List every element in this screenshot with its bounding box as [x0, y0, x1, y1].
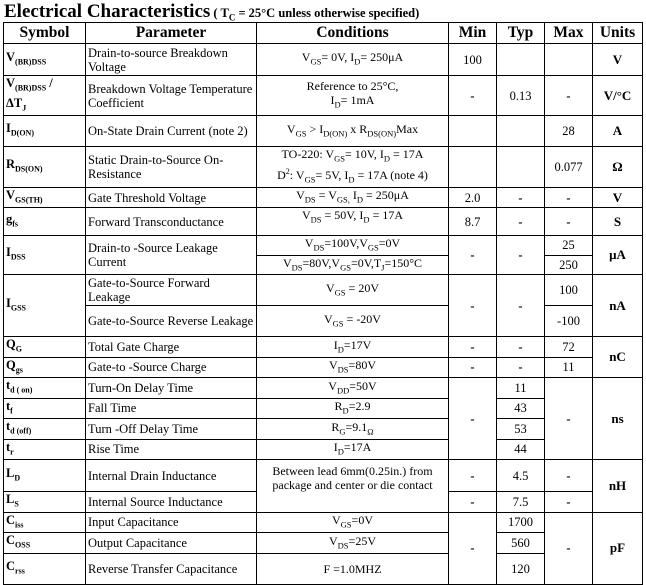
symbol-cell: $C_{rss}$	[4, 553, 86, 584]
symbol-cell: $V_{(BR)DSS}$ / $\Delta T_J$	[4, 76, 86, 116]
max-cell: -	[545, 492, 593, 513]
symbol-cell: $C_{iss}$	[4, 512, 86, 533]
typ-cell: 0.13	[497, 76, 545, 116]
typ-cell: -	[497, 275, 545, 337]
unit-cell: μA	[593, 236, 643, 275]
condition-cell: $I_D=17V$	[257, 337, 449, 358]
condition-cell: $R_G=9.1_\Omega$	[257, 419, 449, 440]
title-condition: = 25°C unless otherwise specified)	[235, 6, 420, 20]
typ-cell: 44	[497, 439, 545, 460]
parameter-cell: Drain-to -Source Leakage Current	[86, 236, 257, 275]
table-row	[4, 357, 643, 378]
table-row	[4, 187, 643, 208]
header-max: Max	[545, 23, 593, 44]
min-cell: -	[449, 460, 497, 492]
parameter-cell: Reverse Transfer Capacitance	[86, 553, 257, 584]
parameter-cell: Turn -Off Delay Time	[86, 419, 257, 440]
parameter-cell: Output Capacitance	[86, 533, 257, 554]
title-main: Electrical Characteristics	[4, 1, 211, 22]
typ-cell: -	[497, 208, 545, 236]
parameter-cell: On-State Drain Current (note 2)	[86, 116, 257, 147]
symbol-cell: $V_{GS(TH)}$	[4, 187, 86, 208]
symbol-cell: $L_S$	[4, 492, 86, 513]
unit-cell: A	[593, 116, 643, 147]
max-cell: 72	[545, 337, 593, 358]
min-cell: 8.7	[449, 208, 497, 236]
min-cell: -	[449, 357, 497, 378]
symbol-cell: $t_{d ( on)}$	[4, 378, 86, 399]
min-cell: -	[449, 378, 497, 460]
symbol-cell: $L_D$	[4, 460, 86, 492]
unit-cell: ns	[593, 378, 643, 460]
max-cell: 250	[545, 255, 593, 274]
table-row	[4, 460, 643, 492]
parameter-cell: Fall Time	[86, 398, 257, 419]
parameter-cell: Internal Drain Inductance	[86, 460, 257, 492]
min-cell: -	[449, 275, 497, 337]
max-cell: 28	[545, 116, 593, 147]
typ-cell: 120	[497, 553, 545, 584]
typ-cell: -	[497, 337, 545, 358]
condition-cell: $I_D=17A$	[257, 439, 449, 460]
condition-cell: Reference to 25°C, $I_D= 1mA$	[257, 76, 449, 116]
condition-cell: F =1.0MHZ	[257, 553, 449, 584]
max-cell: -	[545, 378, 593, 460]
max-cell: -	[545, 460, 593, 492]
typ-cell: -	[497, 236, 545, 275]
typ-cell: 560	[497, 533, 545, 554]
table-row	[4, 512, 643, 533]
condition-cell: $R_D=2.9$	[257, 398, 449, 419]
min-cell: -	[449, 76, 497, 116]
symbol-cell: $R_{DS(ON)}$	[4, 147, 86, 188]
table-row	[4, 116, 643, 147]
condition-cell: $V_{DS}=100V,V_{GS}=0V$	[257, 236, 449, 255]
header-units: Units	[593, 23, 643, 44]
symbol-cell: $I_{GSS}$	[4, 275, 86, 337]
header-min: Min	[449, 23, 497, 44]
table-row	[4, 275, 643, 306]
condition-cell: $V_{GS} > I_{D(ON)}$ x $R_{DS(ON)}Max$	[257, 116, 449, 147]
typ-cell: 4.5	[497, 460, 545, 492]
parameter-cell: Total Gate Charge	[86, 337, 257, 358]
max-cell: 11	[545, 357, 593, 378]
symbol-cell: $C_{OSS}$	[4, 533, 86, 554]
condition-cell: $V_{DS}=80V,V_{GS}=0V,T_J=150^\circ C$	[257, 255, 449, 274]
electrical-characteristics-table	[3, 22, 643, 585]
typ-cell	[497, 116, 545, 147]
typ-cell: 53	[497, 419, 545, 440]
symbol-cell: $Q_G$	[4, 337, 86, 358]
table-row	[4, 236, 643, 255]
max-cell: 100	[545, 275, 593, 306]
condition-cell: $V_{DS} = 50V$, $I_D = 17A$	[257, 208, 449, 236]
parameter-cell: Drain-to-source Breakdown Voltage	[86, 44, 257, 76]
typ-cell: 11	[497, 378, 545, 399]
symbol-cell: $I_{DSS}$	[4, 236, 86, 275]
parameter-cell: Gate-to-Source Forward Leakage	[86, 275, 257, 306]
table-row	[4, 378, 643, 399]
condition-cell: TO-220: $V_{GS}= 10V$, $I_D = 17A$ $D^2$: $V_{GS}= 5V$, $I_D = 17A$ (note 4)	[257, 147, 449, 188]
header-row	[4, 23, 643, 44]
unit-cell: S	[593, 208, 643, 236]
typ-cell: 1700	[497, 512, 545, 533]
table-row	[4, 147, 643, 188]
condition-cell: Between lead 6mm(0.25in.) from package and center or die contact	[257, 460, 449, 513]
header-parameter: Parameter	[86, 23, 257, 44]
min-cell: 100	[449, 44, 497, 76]
typ-cell	[497, 147, 545, 188]
typ-cell	[497, 44, 545, 76]
min-cell: 2.0	[449, 187, 497, 208]
title-paren: (	[210, 6, 221, 20]
max-cell: -	[545, 208, 593, 236]
unit-cell: V/°C	[593, 76, 643, 116]
min-cell	[449, 116, 497, 147]
parameter-cell: Breakdown Voltage Temperature Coefficient	[86, 76, 257, 116]
symbol-cell: $g_{fs}$	[4, 208, 86, 236]
unit-cell: nC	[593, 337, 643, 378]
parameter-cell: Gate Threshold Voltage	[86, 187, 257, 208]
table-row	[4, 306, 643, 337]
condition-cell: $V_{GS}= 0V$, $I_D= 250\mu A$	[257, 44, 449, 76]
max-cell: 25	[545, 236, 593, 255]
header-typ: Typ	[497, 23, 545, 44]
typ-cell: 43	[497, 398, 545, 419]
parameter-cell: Input Capacitance	[86, 512, 257, 533]
min-cell: -	[449, 492, 497, 513]
unit-cell: V	[593, 187, 643, 208]
symbol-cell: $t_{d (off)}$	[4, 419, 86, 440]
parameter-cell: Gate-to -Source Charge	[86, 357, 257, 378]
unit-cell: V	[593, 44, 643, 76]
parameter-cell: Gate-to-Source Reverse Leakage	[86, 306, 257, 337]
min-cell: -	[449, 337, 497, 358]
typ-cell: 7.5	[497, 492, 545, 513]
unit-cell: nH	[593, 460, 643, 513]
condition-cell: $V_{DD}=50V$	[257, 378, 449, 399]
unit-cell: Ω	[593, 147, 643, 188]
condition-cell: $V_{DS} = V_{GS,}$ $I_D = 250\mu A$	[257, 187, 449, 208]
condition-cell: $V_{GS} = 20V$	[257, 275, 449, 306]
table-row	[4, 44, 643, 76]
max-cell: 0.077	[545, 147, 593, 188]
symbol-cell: $I_{D(ON)}$	[4, 116, 86, 147]
header-conditions: Conditions	[257, 23, 449, 44]
typ-cell: -	[497, 187, 545, 208]
symbol-cell: $V_{(BR)DSS}$	[4, 44, 86, 76]
table-row	[4, 208, 643, 236]
condition-cell: $V_{DS}=80V$	[257, 357, 449, 378]
table-row	[4, 337, 643, 358]
min-cell	[449, 147, 497, 188]
max-cell: -100	[545, 306, 593, 337]
unit-cell: pF	[593, 512, 643, 584]
parameter-cell: Turn-On Delay Time	[86, 378, 257, 399]
max-cell	[545, 44, 593, 76]
condition-cell: $V_{GS} = -20V$	[257, 306, 449, 337]
parameter-cell: Forward Transconductance	[86, 208, 257, 236]
min-cell: -	[449, 512, 497, 584]
parameter-cell: Internal Source Inductance	[86, 492, 257, 513]
max-cell: -	[545, 76, 593, 116]
symbol-cell: $t_r$	[4, 439, 86, 460]
typ-cell: -	[497, 357, 545, 378]
max-cell: -	[545, 187, 593, 208]
condition-cell: $V_{GS}=0V$	[257, 512, 449, 533]
title-tc: $T_C$	[220, 6, 236, 23]
symbol-cell: $Q_{gs}$	[4, 357, 86, 378]
max-cell: -	[545, 512, 593, 584]
document-title	[4, 1, 419, 23]
table-row	[4, 76, 643, 116]
parameter-cell: Rise Time	[86, 439, 257, 460]
symbol-cell: $t_f$	[4, 398, 86, 419]
min-cell: -	[449, 236, 497, 275]
unit-cell: nA	[593, 275, 643, 337]
condition-cell: $V_{DS}=25V$	[257, 533, 449, 554]
header-symbol: Symbol	[4, 23, 86, 44]
parameter-cell: Static Drain-to-Source On-Resistance	[86, 147, 257, 188]
